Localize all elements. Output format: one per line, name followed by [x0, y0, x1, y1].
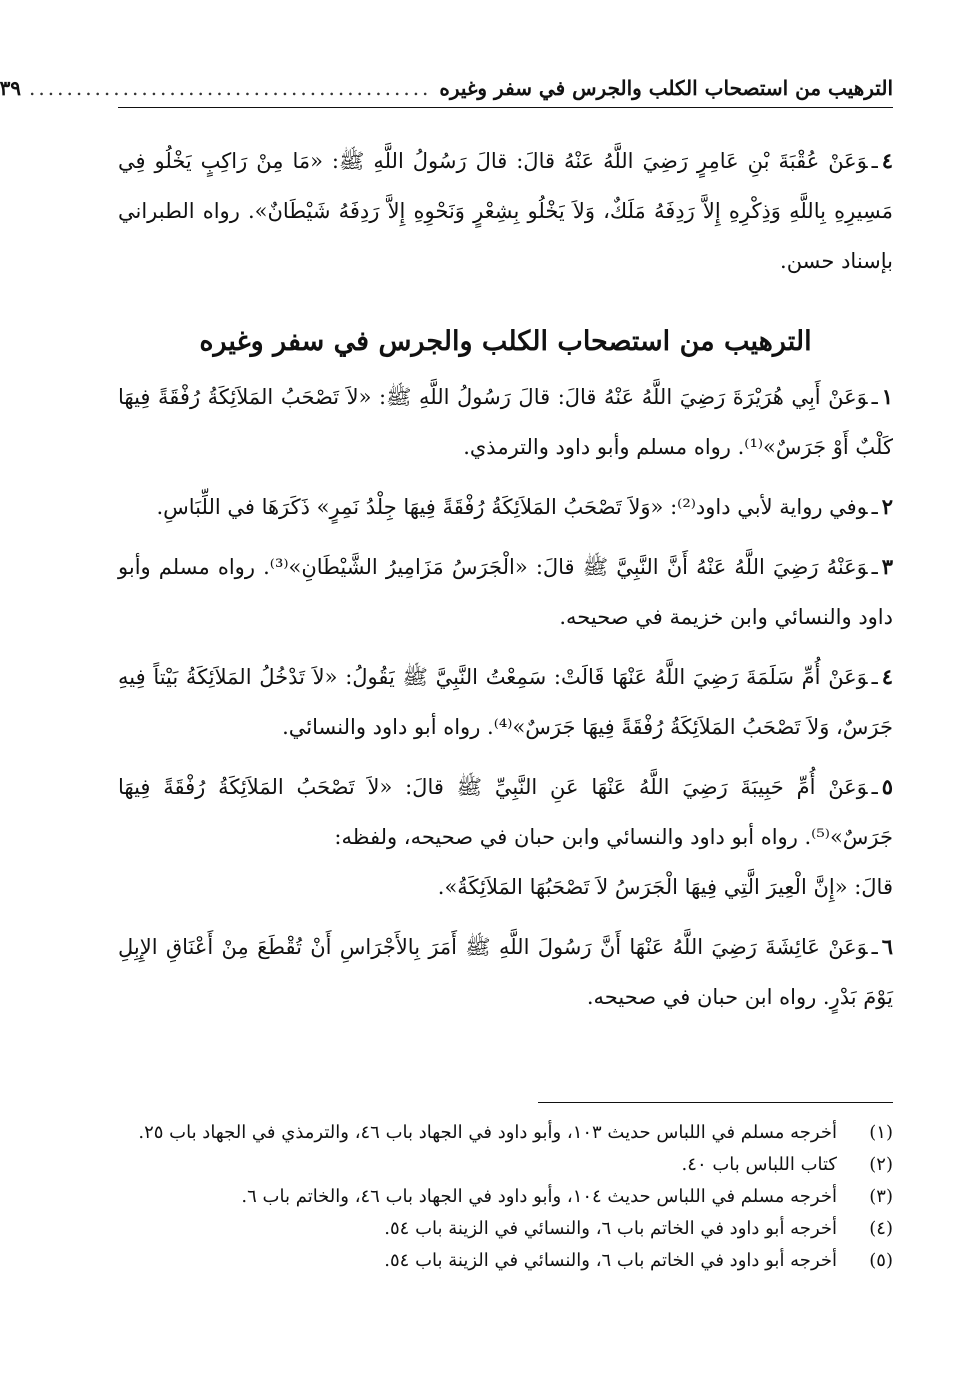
hadith-number: ٢ [881, 494, 893, 519]
footnote-text: أخرجه أبو داود في الخاتم باب ٦، والنسائي في الزينة باب ٥٤. [384, 1218, 837, 1239]
hadith-number: ٦ [881, 934, 893, 959]
hadith-text: وفي رواية لأبي داود⁽²⁾: «وَلاَ تَصْحَبُ المَلاَئِكَةُ رُفْقَةً فِيهَا جِلْدُ نَمِرٍ» ذَكَرَهَا في اللِّبَاسِ. [156, 495, 868, 519]
hadith-text: وَعَنْ عَائِشَةَ رَضِيَ اللَّهُ عَنْهَا أَنَّ رَسُولَ اللَّهِ ﷺ أَمَرَ بِالأَجْرَاسِ أَنْ تُقْطَعَ مِنْ أَعْنَاقِ الإِبِلِ يَوْمَ بَدْرٍ. رواه ابن حبان في صحيحه. [118, 935, 893, 1009]
footnote-label: (٣) [869, 1186, 893, 1207]
footnote-label: (٢) [869, 1154, 893, 1175]
hadith-2: ٢ـوفي رواية لأبي داود⁽²⁾: «وَلاَ تَصْحَبُ المَلاَئِكَةُ رُفْقَةً فِيهَا جِلْدُ نَمِرٍ» ذَكَرَهَا في اللِّبَاسِ. [156, 494, 893, 519]
hadith-text: وَعَنْ أَبِي هُرَيْرَةَ رَضِيَ اللَّهُ عَنْهُ قالَ: قالَ رَسُولُ اللَّهِ ﷺ: «لاَ تَصْحَبُ المَلاَئِكَةُ رُفْقَةً فِيهَا كَلْبٌ أَوْ جَرَسٌ»⁽¹⁾. رواه مسلم وأبو داود والترمذي. [118, 385, 893, 459]
hadith-text: وَعَنْ أُمِّ حَبِيبَةَ رَضِيَ اللَّهُ عَنْهَا عَنِ النَّبِيِّ ﷺ قالَ: «لاَ تَصْحَبُ المَلاَئِكَةُ رُفْقَةً فِيهَا جَرَسٌ»⁽⁵⁾. رواه أبو داود والنسائي وابن حبان في صحيحه، ولفظه: [118, 775, 893, 849]
hadith-number: ١ [881, 384, 893, 409]
footnote-separator [538, 1102, 893, 1103]
page-number: ٣٩ [0, 76, 22, 100]
footnote-text: كتاب اللباس باب ٤٠. [681, 1154, 837, 1175]
running-header [0, 75, 893, 108]
running-header-title: الترهيب من استصحاب الكلب والجرس في سفر وغيره [439, 76, 893, 100]
hadith-text: وَعَنْ عُقْبَةَ بْنِ عَامِرٍ رَضِيَ اللَّهُ عَنْهُ قالَ: قالَ رَسُولُ اللَّهِ ﷺ: «مَا مِنْ رَاكِبٍ يَخْلُو فِي مَسِيرِهِ بِاللَّهِ وَذِكْرِهِ إِلاَّ رَدِفَهُ مَلَكٌ، وَلاَ يَخْلُو بِشِعْرٍ وَنَحْوِهِ إِلاَّ رَدِفَهُ شَيْطَانٌ». رواه الطبراني بإسناد حسن. [118, 149, 893, 273]
section-title: الترهيب من استصحاب الكلب والجرس في سفر وغيره [199, 326, 812, 357]
hadith-number: ٣ [881, 554, 893, 579]
hadith-5-quote: قالَ: «إِنَّ الْعِيرَ الَّتِي فِيهَا الْجَرَسُ لاَ تَصْحَبُهَا المَلاَئِكَةُ». [437, 875, 893, 899]
hadith-number: ٤ [881, 664, 893, 689]
hadith-text: وَعَنْهُ رَضِيَ اللَّهُ عَنْهُ أَنَّ النَّبِيَّ ﷺ قالَ: «الْجَرَسُ مَزَامِيرُ الشَّيْطَانِ»⁽³⁾. رواه مسلم وأبو داود والنسائي وابن خزيمة في صحيحه. [118, 555, 893, 629]
hadith-text: وَعَنْ أُمِّ سَلَمَةَ رَضِيَ اللَّهُ عَنْهَا قَالَتْ: سَمِعْتُ النَّبِيَّ ﷺ يَقُولُ: «لاَ تَدْخُلُ المَلاَئِكَةُ بَيْتاً فِيهِ جَرَسٌ، وَلاَ تَصْحَبُ المَلاَئِكَةُ رُفْقَةً فِيهَا جَرَسٌ»⁽⁴⁾. رواه أبو داود والنسائي. [118, 665, 893, 739]
hadith-number: ٤ [881, 148, 893, 173]
running-header-leader: ........................................... [29, 76, 432, 100]
footnote-3 [118, 1181, 893, 1213]
footnotes [118, 1117, 893, 1277]
hadith-number: ٥ [881, 774, 893, 799]
footnote-text: أخرجه مسلم في اللباس حديث ١٠٣، وأبو داود في الجهاد باب ٤٦، والترمذي في الجهاد باب ٢٥. [138, 1122, 837, 1143]
hadith-4: ٤ـوَعَنْ أُمِّ سَلَمَةَ رَضِيَ اللَّهُ عَنْهَا قَالَتْ: سَمِعْتُ النَّبِيَّ ﷺ يَقُولُ: «لاَ تَدْخُلُ المَلاَئِكَةُ بَيْتاً فِيهِ جَرَسٌ، وَلاَ تَصْحَبُ المَلاَئِكَةُ رُفْقَةً فِيهَا جَرَسٌ»⁽⁴⁾. رواه أبو داود والنسائي. [118, 664, 893, 739]
book-page [0, 75, 893, 1277]
hadith-1: ١ـوَعَنْ أَبِي هُرَيْرَةَ رَضِيَ اللَّهُ عَنْهُ قالَ: قالَ رَسُولُ اللَّهِ ﷺ: «لاَ تَصْحَبُ المَلاَئِكَةُ رُفْقَةً فِيهَا كَلْبٌ أَوْ جَرَسٌ»⁽¹⁾. رواه مسلم وأبو داود والترمذي. [118, 384, 893, 459]
footnote-5 [118, 1245, 893, 1277]
footnote-4 [118, 1213, 893, 1245]
footnote-label: (٤) [869, 1218, 893, 1239]
footnote-text: أخرجه مسلم في اللباس حديث ١٠٤، وأبو داود في الجهاد باب ٤٦، والخاتم باب ٦. [241, 1186, 837, 1207]
footnote-text: أخرجه أبو داود في الخاتم باب ٦، والنسائي في الزينة باب ٥٤. [384, 1250, 837, 1271]
hadith-5: ٥ـوَعَنْ أُمِّ حَبِيبَةَ رَضِيَ اللَّهُ عَنْهَا عَنِ النَّبِيِّ ﷺ قالَ: «لاَ تَصْحَبُ المَلاَئِكَةُ رُفْقَةً فِيهَا جَرَسٌ»⁽⁵⁾. رواه أبو داود والنسائي وابن حبان في صحيحه، ولفظه: [118, 774, 893, 849]
footnote-label: (١) [869, 1122, 893, 1143]
footnote-1 [118, 1117, 893, 1149]
hadith-6: ٦ـوَعَنْ عَائِشَةَ رَضِيَ اللَّهُ عَنْهَا أَنَّ رَسُولَ اللَّهِ ﷺ أَمَرَ بِالأَجْرَاسِ أَنْ تُقْطَعَ مِنْ أَعْنَاقِ الإِبِلِ يَوْمَ بَدْرٍ. رواه ابن حبان في صحيحه. [118, 934, 893, 1009]
hadith-3: ٣ـوَعَنْهُ رَضِيَ اللَّهُ عَنْهُ أَنَّ النَّبِيَّ ﷺ قالَ: «الْجَرَسُ مَزَامِيرُ الشَّيْطَانِ»⁽³⁾. رواه مسلم وأبو داود والنسائي وابن خزيمة في صحيحه. [118, 554, 893, 629]
footnote-2 [118, 1149, 893, 1181]
footnote-label: (٥) [869, 1250, 893, 1271]
intro-hadith: ٤ـوَعَنْ عُقْبَةَ بْنِ عَامِرٍ رَضِيَ اللَّهُ عَنْهُ قالَ: قالَ رَسُولُ اللَّهِ ﷺ: «مَا مِنْ رَاكِبٍ يَخْلُو فِي مَسِيرِهِ بِاللَّهِ وَذِكْرِهِ إِلاَّ رَدِفَهُ مَلَكٌ، وَلاَ يَخْلُو بِشِعْرٍ وَنَحْوِهِ إِلاَّ رَدِفَهُ شَيْطَانٌ». رواه الطبراني بإسناد حسن. [118, 148, 893, 273]
